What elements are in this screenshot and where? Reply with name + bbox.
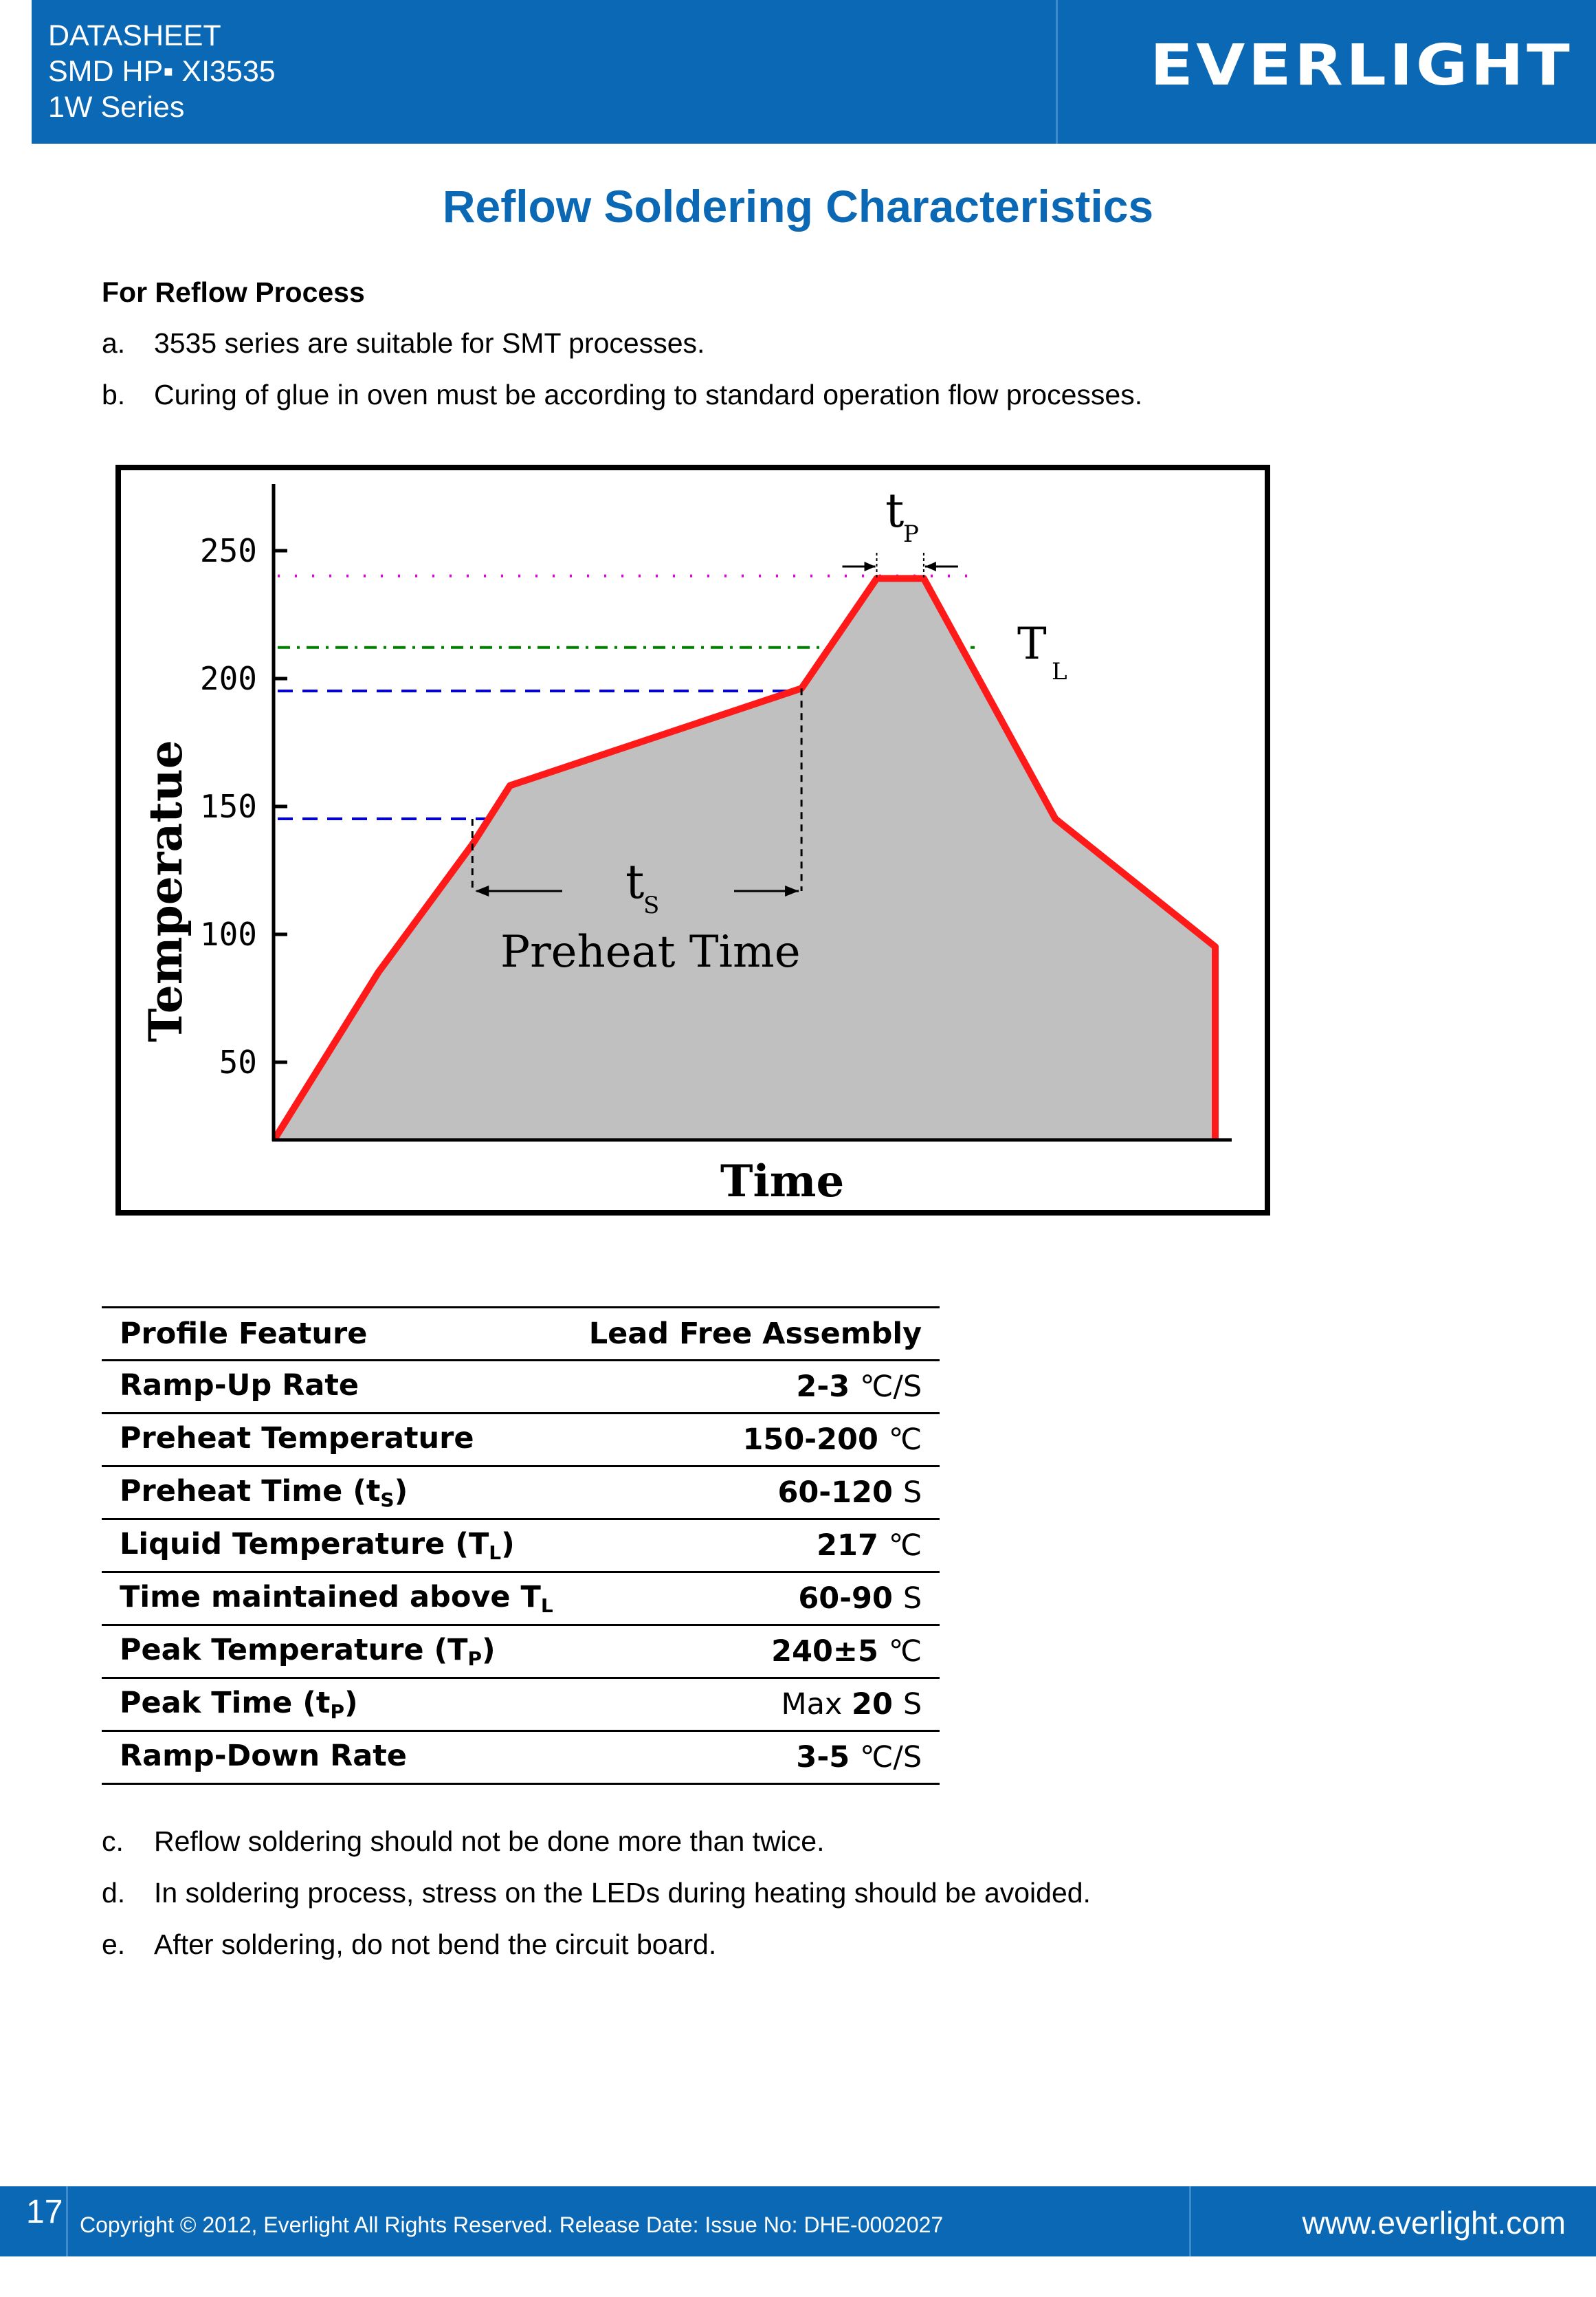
- feature-text: Liquid Temperature (T: [120, 1527, 489, 1561]
- table-row: [102, 1572, 940, 1625]
- feature-cell: [102, 1361, 571, 1414]
- list-text: After soldering, do not bend the circuit board.: [154, 1928, 717, 1960]
- reflow-profile-table: [102, 1306, 940, 1785]
- feature-subscript: L: [540, 1594, 553, 1617]
- table-row: [102, 1466, 940, 1519]
- y-tick-label: 100: [199, 916, 257, 953]
- y-tick-label: 150: [199, 788, 257, 825]
- table-header-row: [102, 1308, 940, 1361]
- value-unit: ℃: [888, 1528, 922, 1563]
- value-text: 150-200: [742, 1422, 889, 1457]
- value-text: 240±5: [771, 1634, 889, 1669]
- list-marker: d.: [102, 1877, 126, 1909]
- value-unit: S: [902, 1581, 922, 1616]
- value-text: 20: [852, 1687, 903, 1722]
- x-axis-label: Time: [720, 1156, 845, 1207]
- feature-subscript: P: [467, 1647, 483, 1670]
- page-title: Reflow Soldering Characteristics: [442, 181, 1154, 232]
- value-cell: [571, 1625, 940, 1678]
- list-marker: a.: [102, 327, 126, 359]
- table-row: [102, 1414, 940, 1466]
- table-header-cell: Lead Free Assembly: [571, 1308, 940, 1361]
- feature-text: Ramp-Up Rate: [120, 1368, 359, 1403]
- value-unit: ℃: [888, 1422, 922, 1457]
- value-text: 217: [817, 1528, 889, 1563]
- reflow-profile-chart: [115, 465, 1270, 1216]
- value-cell: [571, 1678, 940, 1731]
- list-marker: c.: [102, 1825, 124, 1857]
- value-text: 60-120: [777, 1475, 903, 1510]
- list-item: [102, 1825, 824, 1858]
- y-tick-label: 50: [219, 1044, 257, 1081]
- y-tick-label: 200: [199, 660, 257, 697]
- series-name: 1W Series: [48, 91, 185, 124]
- value-cell: [571, 1519, 940, 1572]
- list-text: Curing of glue in oven must be according to standard operation flow processes.: [154, 379, 1143, 410]
- feature-text: Preheat Temperature: [120, 1421, 474, 1455]
- table-row: [102, 1625, 940, 1678]
- ts-subscript: S: [643, 892, 660, 919]
- value-text: 3-5: [796, 1740, 861, 1774]
- feature-text: Time maintained above T: [120, 1580, 541, 1614]
- value-unit: S: [902, 1475, 922, 1510]
- feature-text: Peak Temperature (T: [120, 1633, 468, 1667]
- tl-label: T: [1017, 619, 1047, 670]
- section-heading: For Reflow Process: [102, 276, 365, 308]
- list-text: Reflow soldering should not be done more than twice.: [154, 1825, 825, 1857]
- value-unit: ℃/S: [860, 1370, 922, 1404]
- page-header: [32, 0, 1596, 144]
- list-item: [102, 1877, 1091, 1909]
- table-row: [102, 1519, 940, 1572]
- website-link[interactable]: www.everlight.com: [1302, 2205, 1566, 2241]
- everlight-logo: EVERLIGHT: [1149, 33, 1573, 98]
- value-text: 2-3: [796, 1370, 861, 1404]
- tp-subscript: P: [903, 520, 919, 548]
- feature-subscript: L: [489, 1541, 502, 1564]
- footer-divider: [66, 2186, 68, 2256]
- table-header-cell: Profile Feature: [102, 1308, 571, 1361]
- feature-cell: [102, 1572, 571, 1625]
- value-cell: [571, 1414, 940, 1466]
- feature-text: Preheat Time (t: [120, 1474, 381, 1508]
- table-row: [102, 1731, 940, 1784]
- value-cell: [571, 1731, 940, 1784]
- feature-cell: [102, 1625, 571, 1678]
- feature-text: Ramp-Down Rate: [120, 1739, 407, 1773]
- value-cell: [571, 1361, 940, 1414]
- list-marker: e.: [102, 1928, 126, 1960]
- page-number: 17: [26, 2194, 63, 2230]
- list-text: 3535 series are suitable for SMT processes.: [154, 327, 705, 359]
- feature-cell: [102, 1678, 571, 1731]
- feature-text: Peak Time (t: [120, 1686, 331, 1720]
- feature-cell: [102, 1466, 571, 1519]
- value-unit: S: [902, 1687, 922, 1722]
- doc-type: DATASHEET: [48, 19, 221, 52]
- value-cell: [571, 1572, 940, 1625]
- feature-cell: [102, 1414, 571, 1466]
- list-marker: b.: [102, 379, 126, 410]
- value-prefix: Max: [781, 1687, 852, 1722]
- feature-subscript: S: [380, 1488, 395, 1511]
- value-unit: ℃/S: [860, 1740, 922, 1774]
- feature-tail: ): [482, 1633, 496, 1667]
- list-item: [102, 379, 1142, 411]
- feature-tail: ): [394, 1474, 408, 1508]
- y-axis-label: Temperatue: [139, 740, 192, 1042]
- feature-tail: ): [344, 1686, 358, 1720]
- tl-subscript: L: [1052, 658, 1067, 685]
- feature-tail: ): [501, 1527, 515, 1561]
- y-tick-label: 250: [199, 532, 257, 569]
- value-unit: ℃: [888, 1634, 922, 1669]
- table-row: [102, 1361, 940, 1414]
- copyright-text: Copyright © 2012, Everlight All Rights Reserved. Release Date: Issue No: DHE-0002027: [80, 2212, 944, 2237]
- feature-subscript: P: [330, 1700, 345, 1723]
- table-row: [102, 1678, 940, 1731]
- preheat-time-label: Preheat Time: [500, 927, 801, 978]
- list-text: In soldering process, stress on the LEDs during heating should be avoided.: [154, 1877, 1091, 1909]
- header-divider: [1056, 0, 1058, 144]
- list-item: [102, 327, 705, 360]
- feature-cell: [102, 1519, 571, 1572]
- product-name: SMD HP▪ XI3535: [48, 55, 276, 88]
- value-text: 60-90: [798, 1581, 903, 1616]
- list-item: [102, 1928, 716, 1961]
- ts-label: t: [625, 855, 645, 910]
- feature-cell: [102, 1731, 571, 1784]
- page-footer: [0, 2186, 1596, 2256]
- value-cell: [571, 1466, 940, 1519]
- tp-label: t: [885, 484, 905, 538]
- footer-divider: [1189, 2186, 1191, 2256]
